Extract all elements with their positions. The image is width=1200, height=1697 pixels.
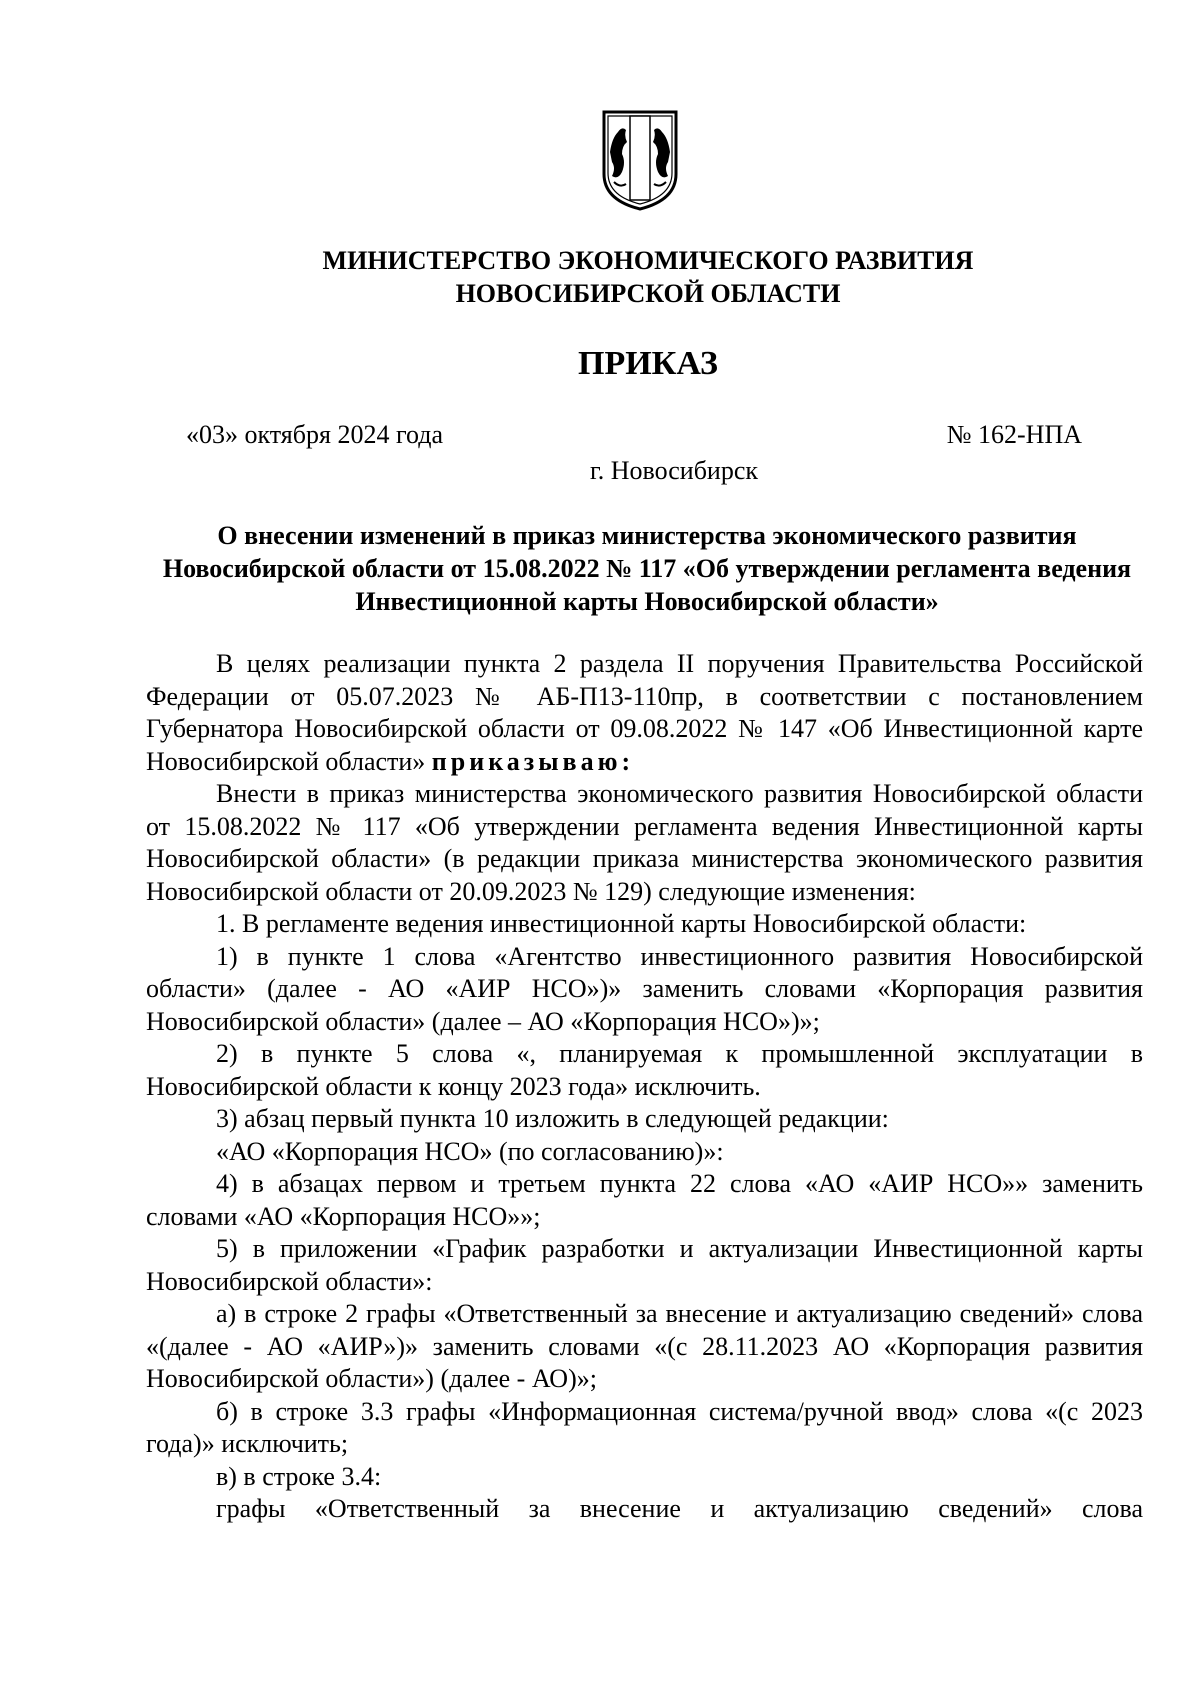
body-paragraph: в) в строке 3.4: [216,1461,382,1491]
ministry-line-1: МИНИСТЕРСТВО ЭКОНОМИЧЕСКОГО РАЗВИТИЯ [322,246,974,275]
document-type-title: ПРИКАЗ [578,345,718,382]
ministry-name [0,244,1200,310]
body-preamble [146,648,1143,778]
body-paragraph: графы «Ответственный за внесение и актуализацию сведений» слова [216,1494,1143,1523]
body-paragraph: 5) в приложении «График разработки и актуализации Инвестиционной карты Новосибирской области»: [146,1234,1143,1296]
order-word: приказываю: [431,746,635,776]
body-paragraph: 4) в абзацах первом и третьем пункта 22 слова «АО «АИР НСО»» заменить словами «АО «Корпорация НСО»»; [146,1169,1143,1231]
preamble-text: В целях реализации пункта 2 раздела II поручения Правительства Российской Федерации от 05.07.2023 № АБ-П13-110пр, в соответствии с постановлением Губернатора Новосибирской области от 09.08.2022 № 147 «Об Инвестиционной карте Новосибирской области» [146,649,1143,776]
body-paragraph: 1) в пункте 1 слова «Агентство инвестиционного развития Новосибирской области» (далее - АО «АИР НСО»)» заменить словами «Корпорация развития Новосибирской области» (далее – АО «Корпорация НСО»)»; [146,941,1143,1036]
ministry-line-2: НОВОСИБИРСКОЙ ОБЛАСТИ [455,279,841,308]
coat-of-arms-icon [600,108,680,212]
order-subject: О внесении изменений в приказ министерства экономического развития Новосибирской области от 15.08.2022 № 117 «Об утверждении регламента ведения Инвестиционной карты Новосибирской области» [162,521,1132,616]
order-city: г. Новосибирск [590,456,759,485]
order-body [146,648,1143,1526]
order-date: «03» октября 2024 года [186,420,443,449]
body-paragraph: а) в строке 2 графы «Ответственный за внесение и актуализацию сведений» слова «(далее - АО «АИР»)» заменить словами «(с 28.11.2023 АО «Корпорация развития Новосибирской области») (далее - АО)»; [146,1299,1143,1393]
body-paragraph: 1. В регламенте ведения инвестиционной карты Новосибирской области: [216,909,1027,938]
order-number: № 162-НПА [946,420,1082,449]
body-paragraph: 2) в пункте 5 слова «, планируемая к промышленной эксплуатации в Новосибирской области к концу 2023 года» исключить. [146,1039,1143,1101]
body-paragraph: 3) абзац первый пункта 10 изложить в следующей редакции: [216,1104,889,1133]
body-paragraph: «АО «Корпорация НСО» (по согласованию)»: [216,1136,724,1166]
body-paragraph: Внести в приказ министерства экономического развития Новосибирской области от 15.08.2022 № 117 «Об утверждении регламента ведения Инвестиционной карты Новосибирской области» (в редакции приказа министерства экономического развития Новосибирской области от 20.09.2023 № 129) следующие изменения: [146,779,1143,906]
body-paragraph: б) в строке 3.3 графы «Информационная система/ручной ввод» слова «(с 2023 года)» исключить; [146,1396,1143,1458]
